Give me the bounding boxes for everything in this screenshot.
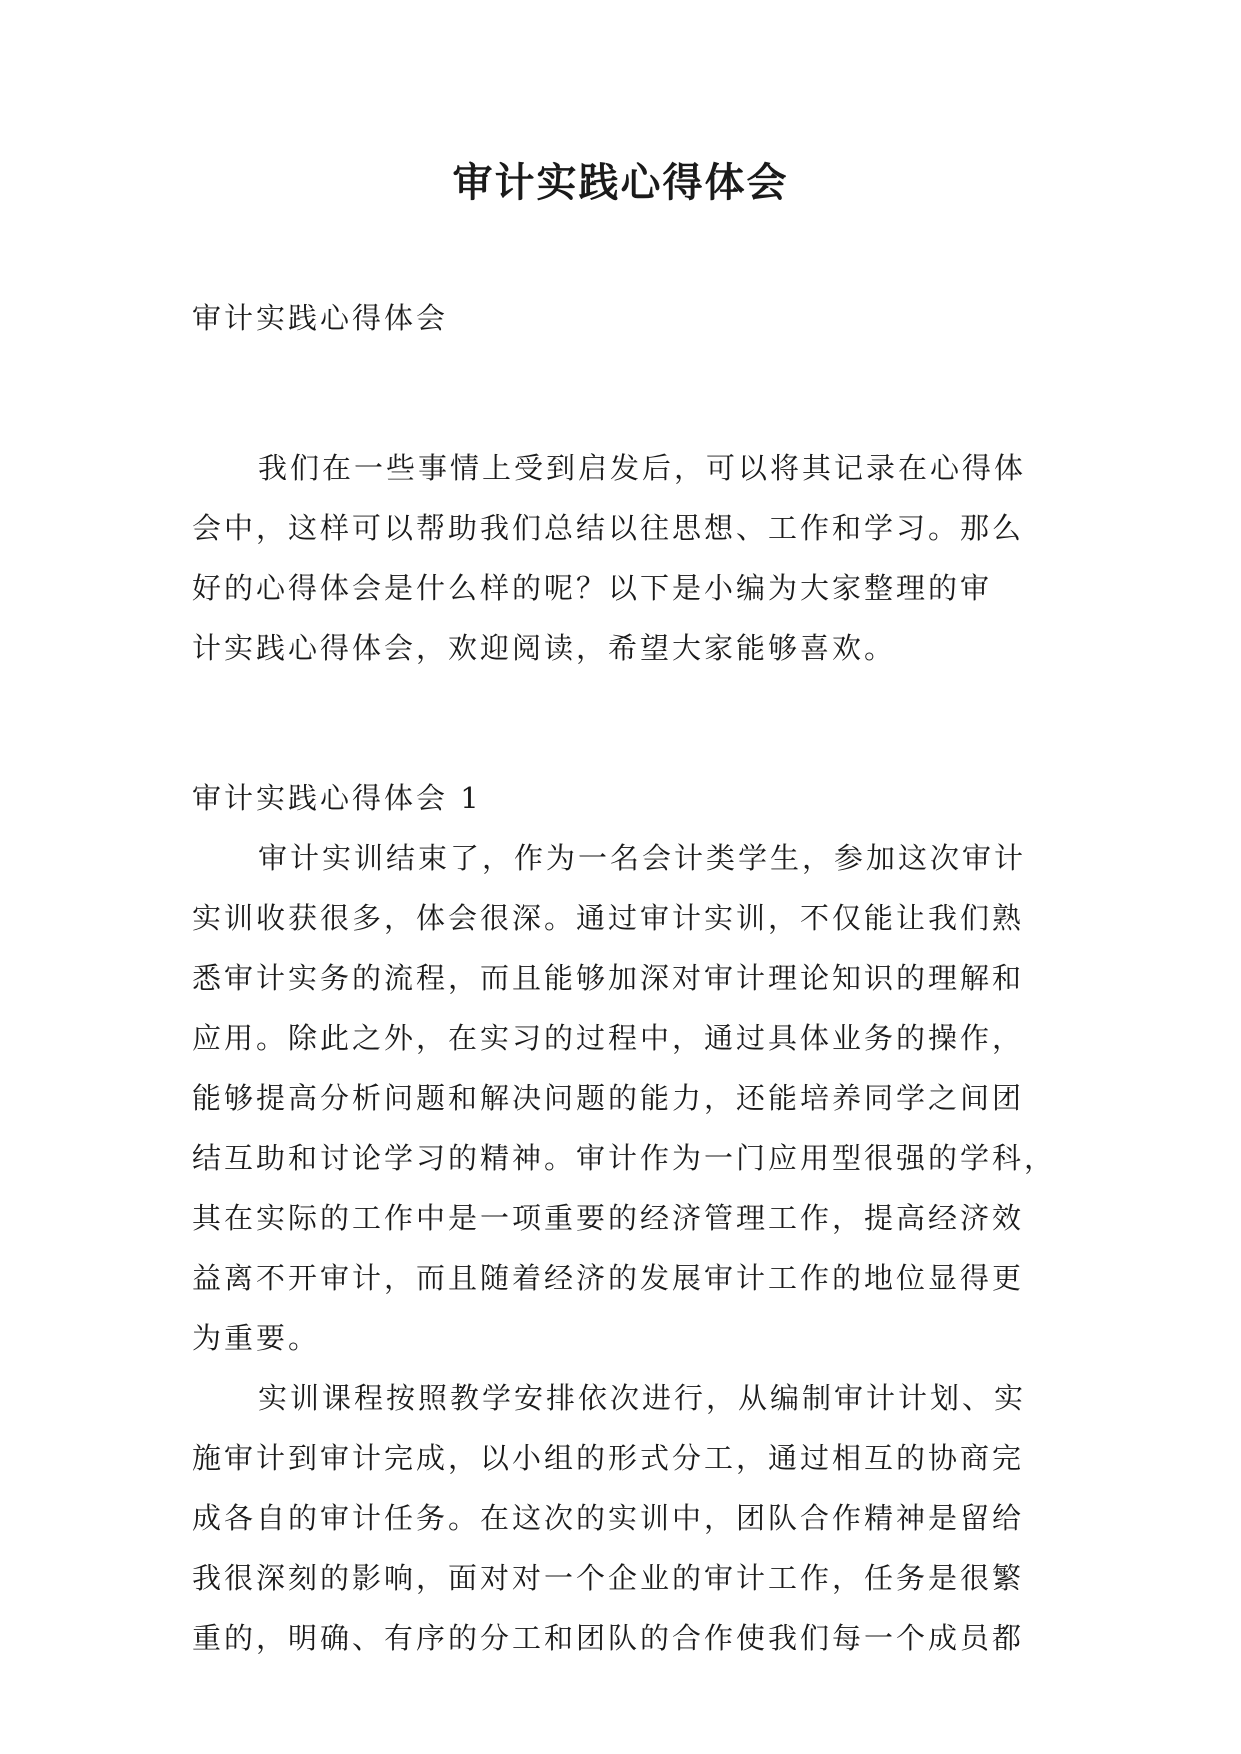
intro-paragraph: [192, 438, 1052, 678]
text-line: 会中，这样可以帮助我们总结以往思想、工作和学习。那么: [192, 511, 1025, 545]
text-line: 施审计到审计完成，以小组的形式分工，通过相互的协商完: [192, 1441, 1025, 1475]
text-line: 为重要。: [192, 1321, 321, 1355]
text-line: 重的，明确、有序的分工和团队的合作使我们每一个成员都: [192, 1621, 1025, 1655]
text-line: 其在实际的工作中是一项重要的经济管理工作，提高经济效: [192, 1201, 1025, 1235]
text-line: 好的心得体会是什么样的呢？以下是小编为大家整理的审: [192, 571, 993, 605]
text-line: 我很深刻的影响，面对对一个企业的审计工作，任务是很繁: [192, 1561, 1025, 1595]
text-line: 应用。除此之外，在实习的过程中，通过具体业务的操作，: [192, 1021, 1025, 1055]
paragraph-1: [192, 828, 1057, 1368]
text-line: 我们在一些事情上受到启发后，可以将其记录在心得体: [258, 451, 1027, 485]
text-line: 结互助和讨论学习的精神。审计作为一门应用型很强的学科，: [192, 1141, 1057, 1175]
text-line: 益离不开审计，而且随着经济的发展审计工作的地位显得更: [192, 1261, 1025, 1295]
document-body: [192, 288, 1057, 1668]
text-line: 成各自的审计任务。在这次的实训中，团队合作精神是留给: [192, 1501, 1025, 1535]
text-line: 实训收获很多，体会很深。通过审计实训，不仅能让我们熟: [192, 901, 1025, 935]
document-title: 审计实践心得体会: [452, 159, 789, 206]
document-subtitle: 审计实践心得体会: [192, 301, 449, 335]
text-line: 审计实训结束了，作为一名会计类学生，参加这次审计: [258, 841, 1027, 875]
spacer: [192, 348, 1052, 438]
text-line: 实训课程按照教学安排依次进行，从编制审计计划、实: [258, 1381, 1027, 1415]
text-line: 能够提高分析问题和解决问题的能力，还能培养同学之间团: [192, 1081, 1025, 1115]
spacer: [192, 678, 1052, 768]
text-line: 计实践心得体会，欢迎阅读，希望大家能够喜欢。: [192, 631, 897, 665]
text-line: 悉审计实务的流程，而且能够加深对审计理论知识的理解和: [192, 961, 1025, 995]
paragraph-2: [192, 1368, 1052, 1668]
section-heading: 审计实践心得体会 1: [192, 781, 482, 815]
